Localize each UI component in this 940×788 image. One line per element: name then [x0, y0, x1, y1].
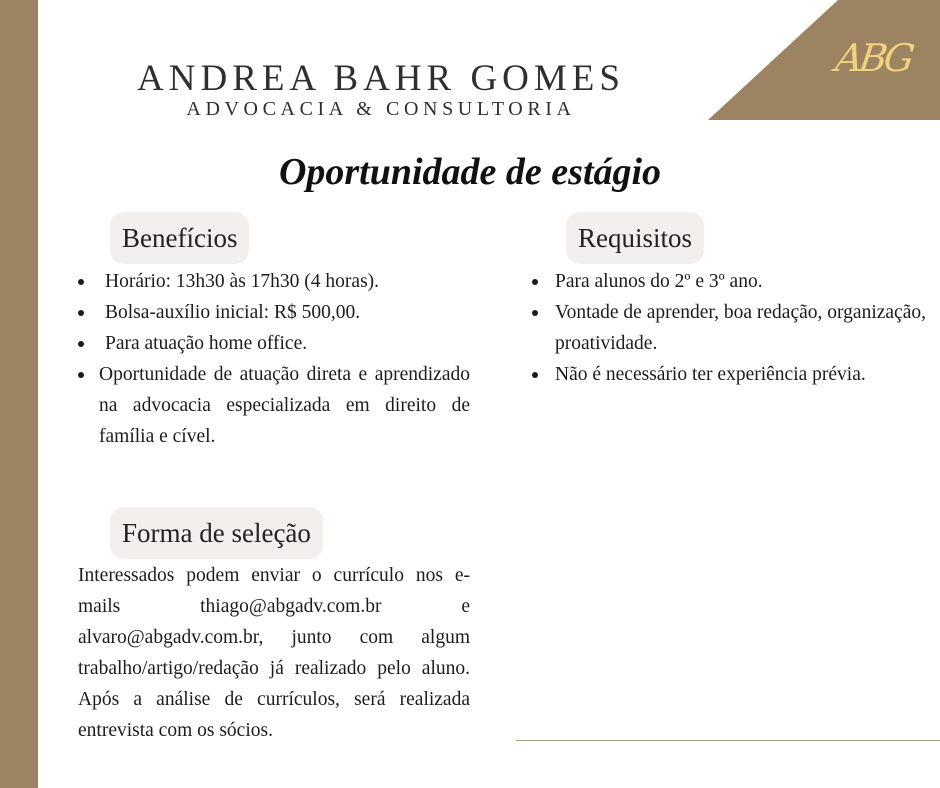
- selecao-heading: Forma de seleção: [110, 507, 323, 559]
- list-item: Para atuação home office.: [78, 328, 470, 359]
- beneficios-heading: Benefícios: [110, 212, 249, 264]
- page-title: Oportunidade de estágio: [278, 151, 662, 193]
- list-item: Para alunos do 2º e 3º ano.: [532, 266, 932, 297]
- list-item: Não é necessário ter experiência prévia.: [532, 359, 932, 390]
- abg-monogram-logo: ABG: [832, 36, 914, 80]
- requisitos-heading: Requisitos: [566, 212, 704, 264]
- firm-name: ANDREA BAHR GOMES: [137, 58, 625, 99]
- list-item: Horário: 13h30 às 17h30 (4 horas).: [78, 266, 470, 297]
- list-item: Oportunidade de atuação direta e aprendizado na advocacia especializada em direito de família e cível.: [78, 359, 470, 452]
- requisitos-list: [532, 266, 932, 390]
- list-item: Bolsa-auxílio inicial: R$ 500,00.: [78, 297, 470, 328]
- selecao-paragraph: Interessados podem enviar o currículo nos e-mails thiago@abgadv.com.br e alvaro@abgadv.com.br, junto com algum trabalho/artigo/redação já realizado pelo aluno. Após a análise de currículos, será realizada entrevista com os sócios.: [78, 565, 470, 741]
- divider: [516, 740, 940, 741]
- selecao-text: [78, 560, 470, 746]
- list-item: Vontade de aprender, boa redação, organização, proatividade.: [532, 297, 932, 359]
- beneficios-list: [78, 266, 470, 452]
- firm-subtitle: ADVOCACIA & CONSULTORIA: [186, 98, 576, 120]
- monogram-corner: [708, 0, 940, 120]
- left-accent-bar: [0, 0, 38, 788]
